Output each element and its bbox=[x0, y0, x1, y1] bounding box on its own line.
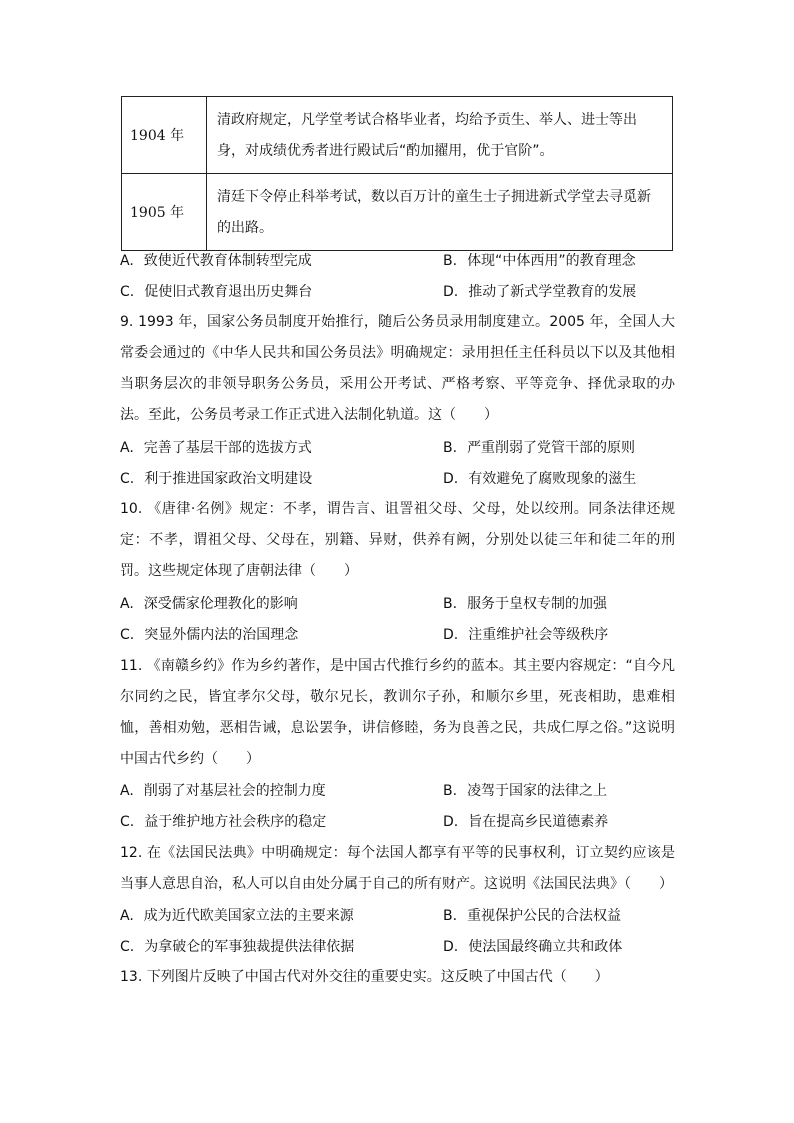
q10-option-c bbox=[120, 625, 298, 645]
option-text: 深受儒家伦理教化的影响 bbox=[143, 596, 298, 612]
option-label: D. bbox=[443, 939, 459, 955]
option-text: 促使旧式教育退出历史舞台 bbox=[144, 284, 313, 300]
q8-option-c bbox=[120, 282, 312, 302]
q11-option-c bbox=[120, 812, 326, 832]
table-cell-year: 1905 年 bbox=[122, 174, 207, 251]
q12-stem: 12. 在《法国民法典》中明确规定：每个法国人都享有平等的民事权利，订立契约应该是当事人意思自治，私人可以自由处分属于自己的所有财产。这说明《法国民法典》（ ） bbox=[120, 845, 675, 892]
option-label: D. bbox=[443, 627, 459, 643]
q13-stem: 13. 下列图片反映了中国古代对外交往的重要史实。这反映了中国古代（ ） bbox=[120, 969, 609, 985]
option-label: B. bbox=[443, 253, 458, 269]
option-text: 旨在提高乡民道德素养 bbox=[468, 814, 609, 830]
q10-option-b bbox=[443, 594, 607, 614]
option-label: C. bbox=[120, 627, 135, 643]
q12-option-c bbox=[120, 937, 354, 957]
option-text: 重视保护公民的合法权益 bbox=[467, 908, 622, 924]
q11-stem: 11. 《南赣乡约》作为乡约著作，是中国古代推行乡约的蓝本。其主要内容规定：“自今凡尔同约之民，皆宜孝尔父母，敬尔兄长，教训尔子孙，和顺尔乡里，死丧相助，患难相恤，善相劝勉，恶相告诫，息讼罢争，讲信修睦，务为良善之民，共成仁厚之俗。”这说明中国古代乡约（ ） bbox=[120, 658, 675, 767]
option-text: 凌驾于国家的法律之上 bbox=[467, 783, 608, 799]
q11-option-b bbox=[443, 781, 607, 801]
q12-option-d bbox=[443, 937, 622, 957]
option-text: 使法国最终确立共和政体 bbox=[468, 939, 623, 955]
option-label: D. bbox=[443, 471, 459, 487]
table-row bbox=[122, 97, 673, 174]
option-text: 服务于皇权专制的加强 bbox=[467, 596, 608, 612]
q9-stem: 9. 1993 年，国家公务员制度开始推行，随后公务员录用制度建立。2005 年，全国人大常委会通过的《中华人民共和国公务员法》明确规定：录用担任主任科员以下以及其他相当职务层次的非领导职务公务员，采用公开考试、严格考察、平等竞争、择优录取的办法。至此，公务员考录工作正式进入法制化轨道。这（ ） bbox=[120, 314, 675, 423]
option-label: D. bbox=[443, 814, 459, 830]
option-label: B. bbox=[443, 440, 458, 456]
option-label: B. bbox=[443, 908, 458, 924]
table-row bbox=[122, 174, 673, 251]
option-text: 为拿破仑的军事独裁提供法律依据 bbox=[144, 939, 355, 955]
option-label: C. bbox=[120, 471, 135, 487]
q12-option-a bbox=[120, 906, 354, 926]
q9-option-d bbox=[443, 469, 636, 489]
q10-option-a bbox=[120, 594, 298, 614]
q8-option-b bbox=[443, 251, 636, 271]
q8-option-d bbox=[443, 282, 636, 302]
q10-stem: 10. 《唐律·名例》规定：不孝，谓告言、诅詈祖父母、父母，处以绞刑。同条法律还规定：不孝，谓祖父母、父母在，别籍、异财，供养有阙，分别处以徒三年和徒二年的刑罚。这些规定体现了唐朝法律（ ） bbox=[120, 501, 675, 579]
option-label: D. bbox=[443, 284, 459, 300]
option-label: A. bbox=[120, 253, 134, 269]
option-text: 成为近代欧美国家立法的主要来源 bbox=[143, 908, 354, 924]
option-text: 致使近代教育体制转型完成 bbox=[143, 253, 312, 269]
option-text: 完善了基层干部的选拔方式 bbox=[143, 440, 312, 456]
q10-option-d bbox=[443, 625, 608, 645]
option-label: B. bbox=[443, 596, 458, 612]
option-text: 体现“中体西用”的教育理念 bbox=[467, 253, 636, 269]
option-label: A. bbox=[120, 596, 134, 612]
q11-option-d bbox=[443, 812, 608, 832]
q12-option-b bbox=[443, 906, 621, 926]
table-cell-text: 清廷下令停止科举考试，数以百万计的童生士子拥进新式学堂去寻觅新的出路。 bbox=[207, 174, 673, 251]
option-text: 有效避免了腐败现象的滋生 bbox=[468, 471, 637, 487]
q9-option-c bbox=[120, 469, 312, 489]
option-text: 突显外儒内法的治国理念 bbox=[144, 627, 299, 643]
option-text: 推动了新式学堂教育的发展 bbox=[468, 284, 637, 300]
q8-option-a bbox=[120, 251, 312, 271]
option-text: 益于维护地方社会秩序的稳定 bbox=[144, 814, 327, 830]
option-label: C. bbox=[120, 939, 135, 955]
history-table bbox=[121, 96, 673, 251]
option-label: C. bbox=[120, 814, 135, 830]
option-label: A. bbox=[120, 908, 134, 924]
q11-option-a bbox=[120, 781, 326, 801]
option-label: B. bbox=[443, 783, 458, 799]
option-label: A. bbox=[120, 440, 134, 456]
option-text: 严重削弱了党管干部的原则 bbox=[467, 440, 636, 456]
option-label: A. bbox=[120, 783, 134, 799]
q9-option-a bbox=[120, 438, 312, 458]
option-text: 利于推进国家政治文明建设 bbox=[144, 471, 313, 487]
table-cell-text: 清政府规定，凡学堂考试合格毕业者，均给予贡生、举人、进士等出身，对成绩优秀者进行殿试后“酌加擢用，优于官阶”。 bbox=[207, 97, 673, 174]
option-text: 削弱了对基层社会的控制力度 bbox=[143, 783, 326, 799]
option-text: 注重维护社会等级秩序 bbox=[468, 627, 609, 643]
q9-option-b bbox=[443, 438, 635, 458]
table-cell-year: 1904 年 bbox=[122, 97, 207, 174]
option-label: C. bbox=[120, 284, 135, 300]
